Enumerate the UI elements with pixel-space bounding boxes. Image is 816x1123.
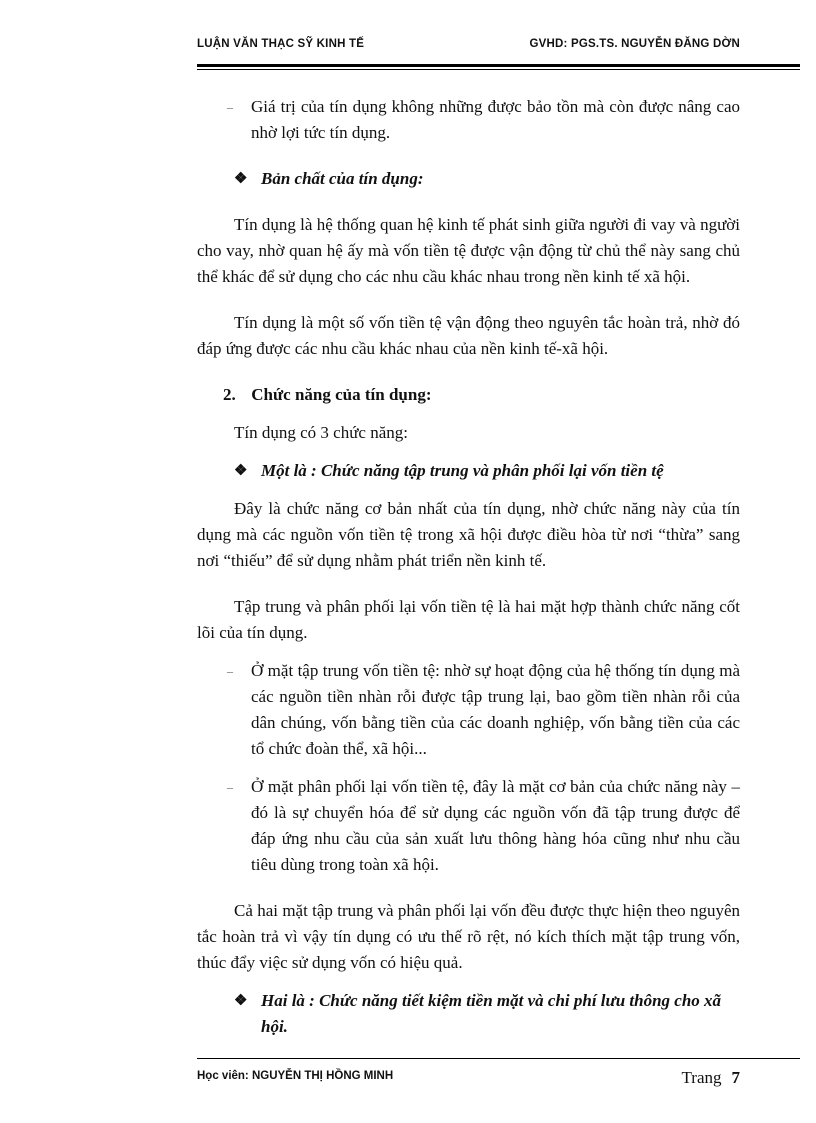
section-heading	[197, 382, 740, 408]
thesis-title: LUẬN VĂN THẠC SỸ KINH TẾ	[197, 38, 365, 50]
page-label: Trang	[681, 1068, 722, 1087]
subheading-text: Hai là : Chức năng tiết kiệm tiền mặt và chi phí lưu thông cho xã hội.	[261, 991, 722, 1036]
section-title: Chức năng của tín dụng:	[251, 385, 432, 404]
page-body	[197, 94, 740, 1040]
dash-marker: –	[227, 664, 233, 678]
subheading-text: Một là : Chức năng tập trung và phân phối lại vốn tiền tệ	[261, 461, 664, 480]
footer-rule	[197, 1058, 800, 1059]
subheading-function-2	[197, 988, 740, 1040]
bullet-text: Ở mặt tập trung vốn tiền tệ: nhờ sự hoạt động của hệ thống tín dụng mà các nguồn tiền nhàn rỗi được tập trung lại, bao gồm tiền nhàn rỗi của dân chúng, vốn bằng tiền của các doanh nghiệp, vốn bằng tiền của các tổ chức đoàn thể, xã hội...	[251, 661, 740, 758]
page-number: 7	[731, 1068, 740, 1087]
paragraph: Đây là chức năng cơ bản nhất của tín dụng, nhờ chức năng này của tín dụng mà các nguồn vốn tiền tệ trong xã hội được điều hòa từ nơi “thừa” sang nơi “thiếu” để sử dụng nhằm phát triển nền kinh tế.	[197, 499, 740, 570]
paragraph: Cả hai mặt tập trung và phân phối lại vốn đều được thực hiện theo nguyên tắc hoàn trả vì vậy tín dụng có ưu thế rõ rệt, nó kích thích mặt tập trung vốn, thúc đẩy việc sử dụng vốn có hiệu quả.	[197, 901, 740, 972]
subheading-function-1	[197, 458, 740, 484]
page-footer	[197, 1068, 740, 1090]
subheading-nature	[197, 166, 740, 192]
diamond-icon: ❖	[234, 171, 248, 187]
bullet-text: Giá trị của tín dụng không những được bảo tồn mà còn được nâng cao nhờ lợi tức tín dụng.	[251, 97, 740, 142]
diamond-icon: ❖	[234, 993, 248, 1009]
supervisor: GVHD: PGS.TS. NGUYỄN ĐĂNG DỜN	[529, 38, 740, 50]
bullet-item	[197, 94, 740, 146]
header-rule-thick	[197, 64, 800, 67]
page-indicator	[682, 1068, 741, 1088]
student-name: Học viên: NGUYỄN THỊ HỒNG MINH	[197, 1070, 394, 1082]
bullet-item	[197, 774, 740, 878]
diamond-icon: ❖	[234, 463, 248, 479]
bullet-text: Ở mặt phân phối lại vốn tiền tệ, đây là mặt cơ bản của chức năng này – đó là sự chuyển hóa để sử dụng các nguồn vốn đã tập trung được để đáp ứng nhu cầu của sản xuất lưu thông hàng hóa cũng như nhu cầu tiêu dùng trong toàn xã hội.	[251, 777, 740, 874]
paragraph: Tập trung và phân phối lại vốn tiền tệ là hai mặt hợp thành chức năng cốt lõi của tín dụng.	[197, 597, 740, 642]
paragraph: Tín dụng là hệ thống quan hệ kinh tế phát sinh giữa người đi vay và người cho vay, nhờ quan hệ ấy mà vốn tiền tệ được vận động từ chủ thể này sang chủ thể khác để sử dụng cho các nhu cầu khác nhau trong nền kinh tế xã hội.	[197, 215, 740, 286]
page-header	[197, 38, 740, 58]
paragraph: Tín dụng là một số vốn tiền tệ vận động theo nguyên tắc hoàn trả, nhờ đó đáp ứng được các nhu cầu khác nhau của nền kinh tế-xã hội.	[197, 313, 740, 358]
dash-marker: –	[227, 100, 233, 114]
header-rule-thin	[197, 69, 800, 70]
dash-marker: –	[227, 780, 233, 794]
subheading-text: Bản chất của tín dụng:	[261, 169, 424, 188]
bullet-item	[197, 658, 740, 762]
section-number: 2.	[223, 385, 236, 404]
paragraph: Tín dụng có 3 chức năng:	[234, 423, 408, 442]
